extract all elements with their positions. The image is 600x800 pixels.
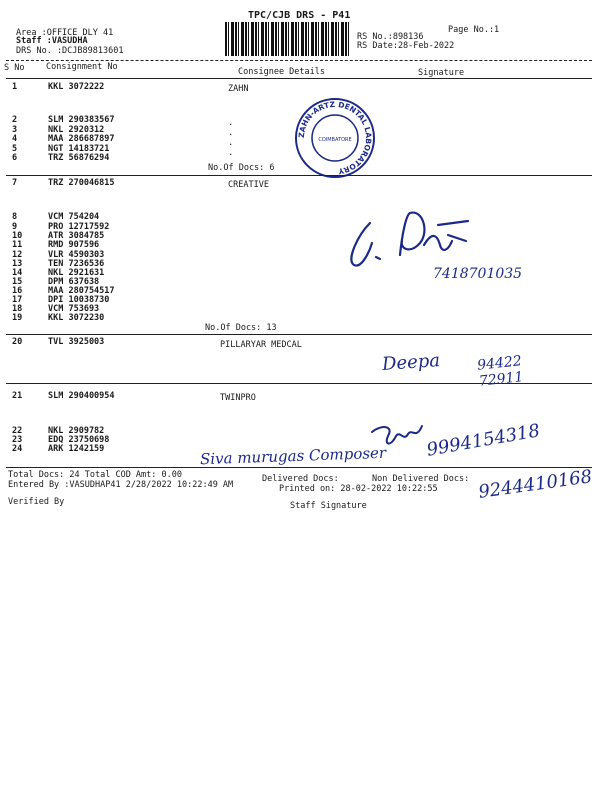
non-delivered-docs: Non Delivered Docs: bbox=[372, 474, 470, 484]
consignee-pillaryar: PILLARYAR MEDCAL bbox=[220, 340, 302, 350]
handwritten-phone-1: 7418701035 bbox=[433, 266, 523, 282]
table-row: 16 MAA 280754517 bbox=[12, 286, 115, 296]
table-row: 13 TEN 7236536 bbox=[12, 259, 105, 269]
handwritten-name-3: Siva murugas Composer bbox=[199, 443, 387, 469]
handwritten-name-2: Deepa bbox=[381, 350, 441, 375]
dot: . bbox=[228, 138, 234, 148]
drs-number: DRS No. :DCJB89813601 bbox=[16, 46, 124, 56]
table-row: 7 TRZ 270046815 bbox=[12, 178, 115, 188]
totals-line: Total Docs: 24 Total COD Amt: 0.00 bbox=[8, 470, 182, 480]
table-row: 4 MAA 286687897 bbox=[12, 134, 115, 144]
svg-text:COIMBATORE: COIMBATORE bbox=[318, 137, 352, 143]
document-title: TPC/CJB DRS - P41 bbox=[248, 10, 351, 21]
area-label: Area :OFFICE DLY 41 bbox=[16, 28, 114, 38]
col-sno: S No bbox=[4, 63, 25, 73]
divider bbox=[6, 60, 592, 61]
barcode bbox=[225, 22, 350, 56]
consignee-twinpro: TWINPRO bbox=[220, 393, 256, 403]
table-row: 19 KKL 3072230 bbox=[12, 313, 105, 323]
staff-label: Staff :VASUDHA bbox=[16, 36, 88, 46]
col-consignment: Consignment No bbox=[46, 62, 118, 72]
table-row: 9 PRO 12717592 bbox=[12, 222, 110, 232]
table-row: 18 VCM 753693 bbox=[12, 304, 100, 314]
table-row: 22 NKL 2909782 bbox=[12, 426, 105, 436]
table-row: 1 KKL 3072222 bbox=[12, 82, 105, 92]
verified-by: Verified By bbox=[8, 497, 65, 507]
table-row: 24 ARK 1242159 bbox=[12, 444, 105, 454]
col-consignee: Consignee Details bbox=[238, 67, 325, 77]
table-row: 23 EDQ 23750698 bbox=[12, 435, 110, 445]
table-row: 17 DPI 10038730 bbox=[12, 295, 110, 305]
table-row: 15 DPM 637638 bbox=[12, 277, 100, 287]
rs-date: RS Date:28-Feb-2022 bbox=[357, 41, 455, 51]
dot: . bbox=[228, 118, 234, 128]
table-row: 3 NKL 2920312 bbox=[12, 125, 105, 135]
consignee-zahn: ZAHN bbox=[228, 84, 249, 94]
table-row: 20 TVL 3925003 bbox=[12, 337, 105, 347]
entered-by: Entered By :VASUDHAP41 2/28/2022 10:22:49 AM bbox=[8, 480, 234, 490]
delivered-docs: Delivered Docs: bbox=[262, 474, 339, 484]
docs-count: No.Of Docs: 6 bbox=[208, 163, 275, 173]
divider bbox=[6, 334, 592, 335]
consignee-creative: CREATIVE bbox=[228, 180, 269, 190]
table-row: 6 TRZ 56876294 bbox=[12, 153, 110, 163]
table-row: 5 NGT 14183721 bbox=[12, 144, 110, 154]
divider bbox=[6, 78, 592, 79]
table-row: 21 SLM 290400954 bbox=[12, 391, 115, 401]
rs-number: RS No.:898136 bbox=[357, 32, 424, 42]
divider bbox=[6, 467, 592, 468]
table-row: 11 RMD 907596 bbox=[12, 240, 100, 250]
company-stamp bbox=[293, 96, 377, 180]
svg-text:ZAHN-ARTZ DENTAL LABORATORY: ZAHN-ARTZ DENTAL LABORATORY bbox=[296, 99, 374, 176]
dot: . bbox=[228, 128, 234, 138]
docs-count: No.Of Docs: 13 bbox=[205, 323, 277, 333]
table-row: 2 SLM 290383567 bbox=[12, 115, 115, 125]
table-row: 8 VCM 754204 bbox=[12, 212, 100, 222]
divider bbox=[6, 175, 592, 176]
handwritten-phone-3: 9994154318 bbox=[425, 420, 542, 461]
col-signature: Signature bbox=[418, 68, 465, 78]
handwritten-phone-3b: 9244410168 bbox=[477, 466, 594, 503]
table-row: 10 ATR 3084785 bbox=[12, 231, 105, 241]
printed-on: Printed on: 28-02-2022 10:22:55 bbox=[279, 484, 438, 494]
dot: . bbox=[228, 148, 234, 158]
table-row: 12 VLR 4590303 bbox=[12, 250, 105, 260]
page-number: Page No.:1 bbox=[448, 25, 500, 35]
handwritten-phone-2: 94422 72911 bbox=[476, 353, 525, 390]
staff-signature-label: Staff Signature bbox=[290, 501, 367, 511]
table-row: 14 NKL 2921631 bbox=[12, 268, 105, 278]
